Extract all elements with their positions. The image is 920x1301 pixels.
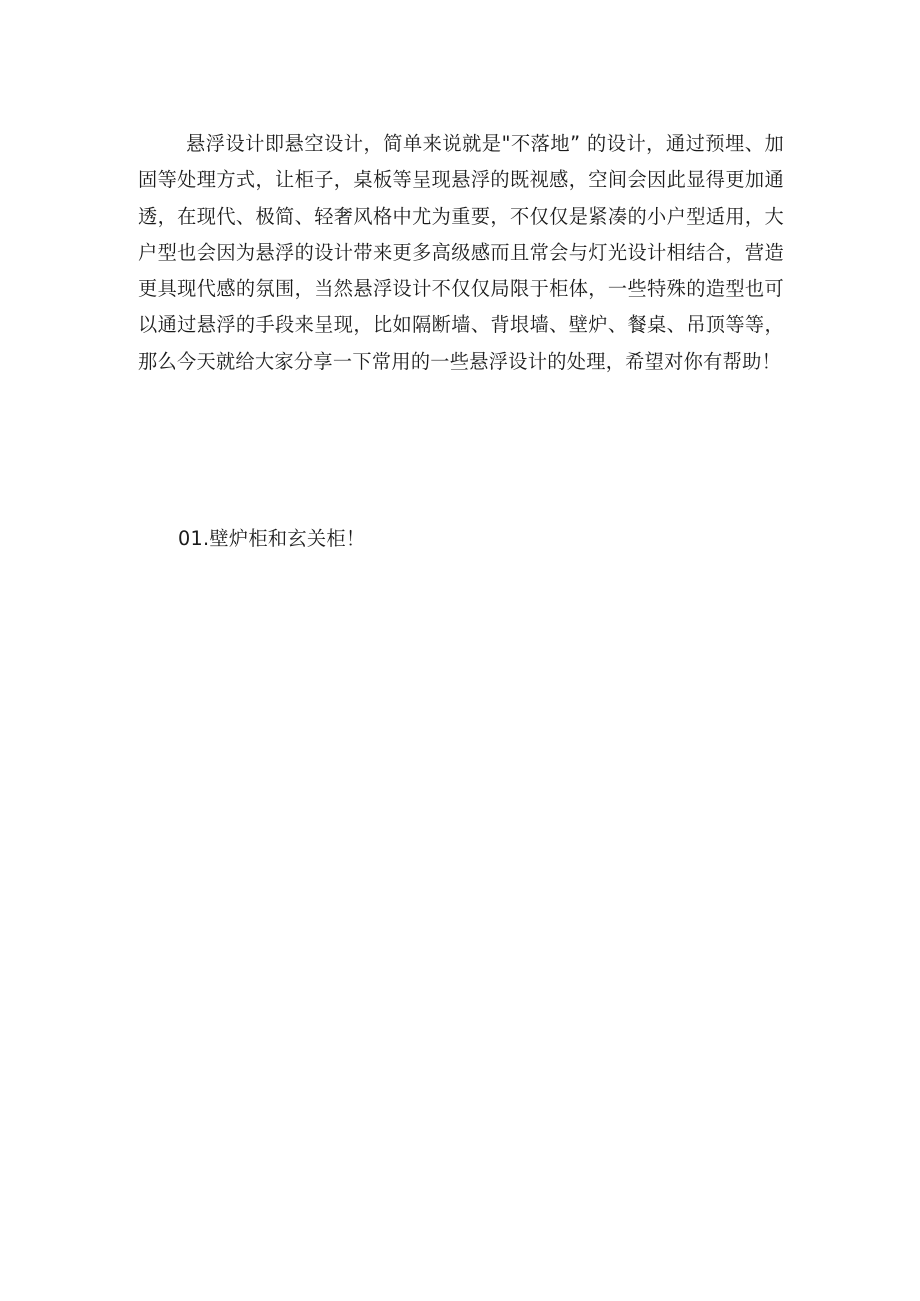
intro-paragraph: 悬浮设计即悬空设计，简单来说就是"不落地” 的设计，通过预埋、加固等处理方式，让柜子，桌板等呈现悬浮的既视感，空间会因此显得更加通透，在现代、极简、轻奢风格中尤为重要，不仅仅是紧凑的小户型适用，大户型也会因为悬浮的设计带来更多高级感而且常会与灯光设计相结合，营造更具现代感的氛围，当然悬浮设计不仅仅局限于柜体，一些特殊的造型也可以通过悬浮的手段来呈现，比如隔断墙、背垠墙、壁炉、餐桌、吊顶等等，那么今天就给大家分享一下常用的一些悬浮设计的处理，希望对你有帮助！ xyxy=(138,132,784,373)
section-heading: 01.壁炉柜和玄关柜！ xyxy=(178,527,366,550)
